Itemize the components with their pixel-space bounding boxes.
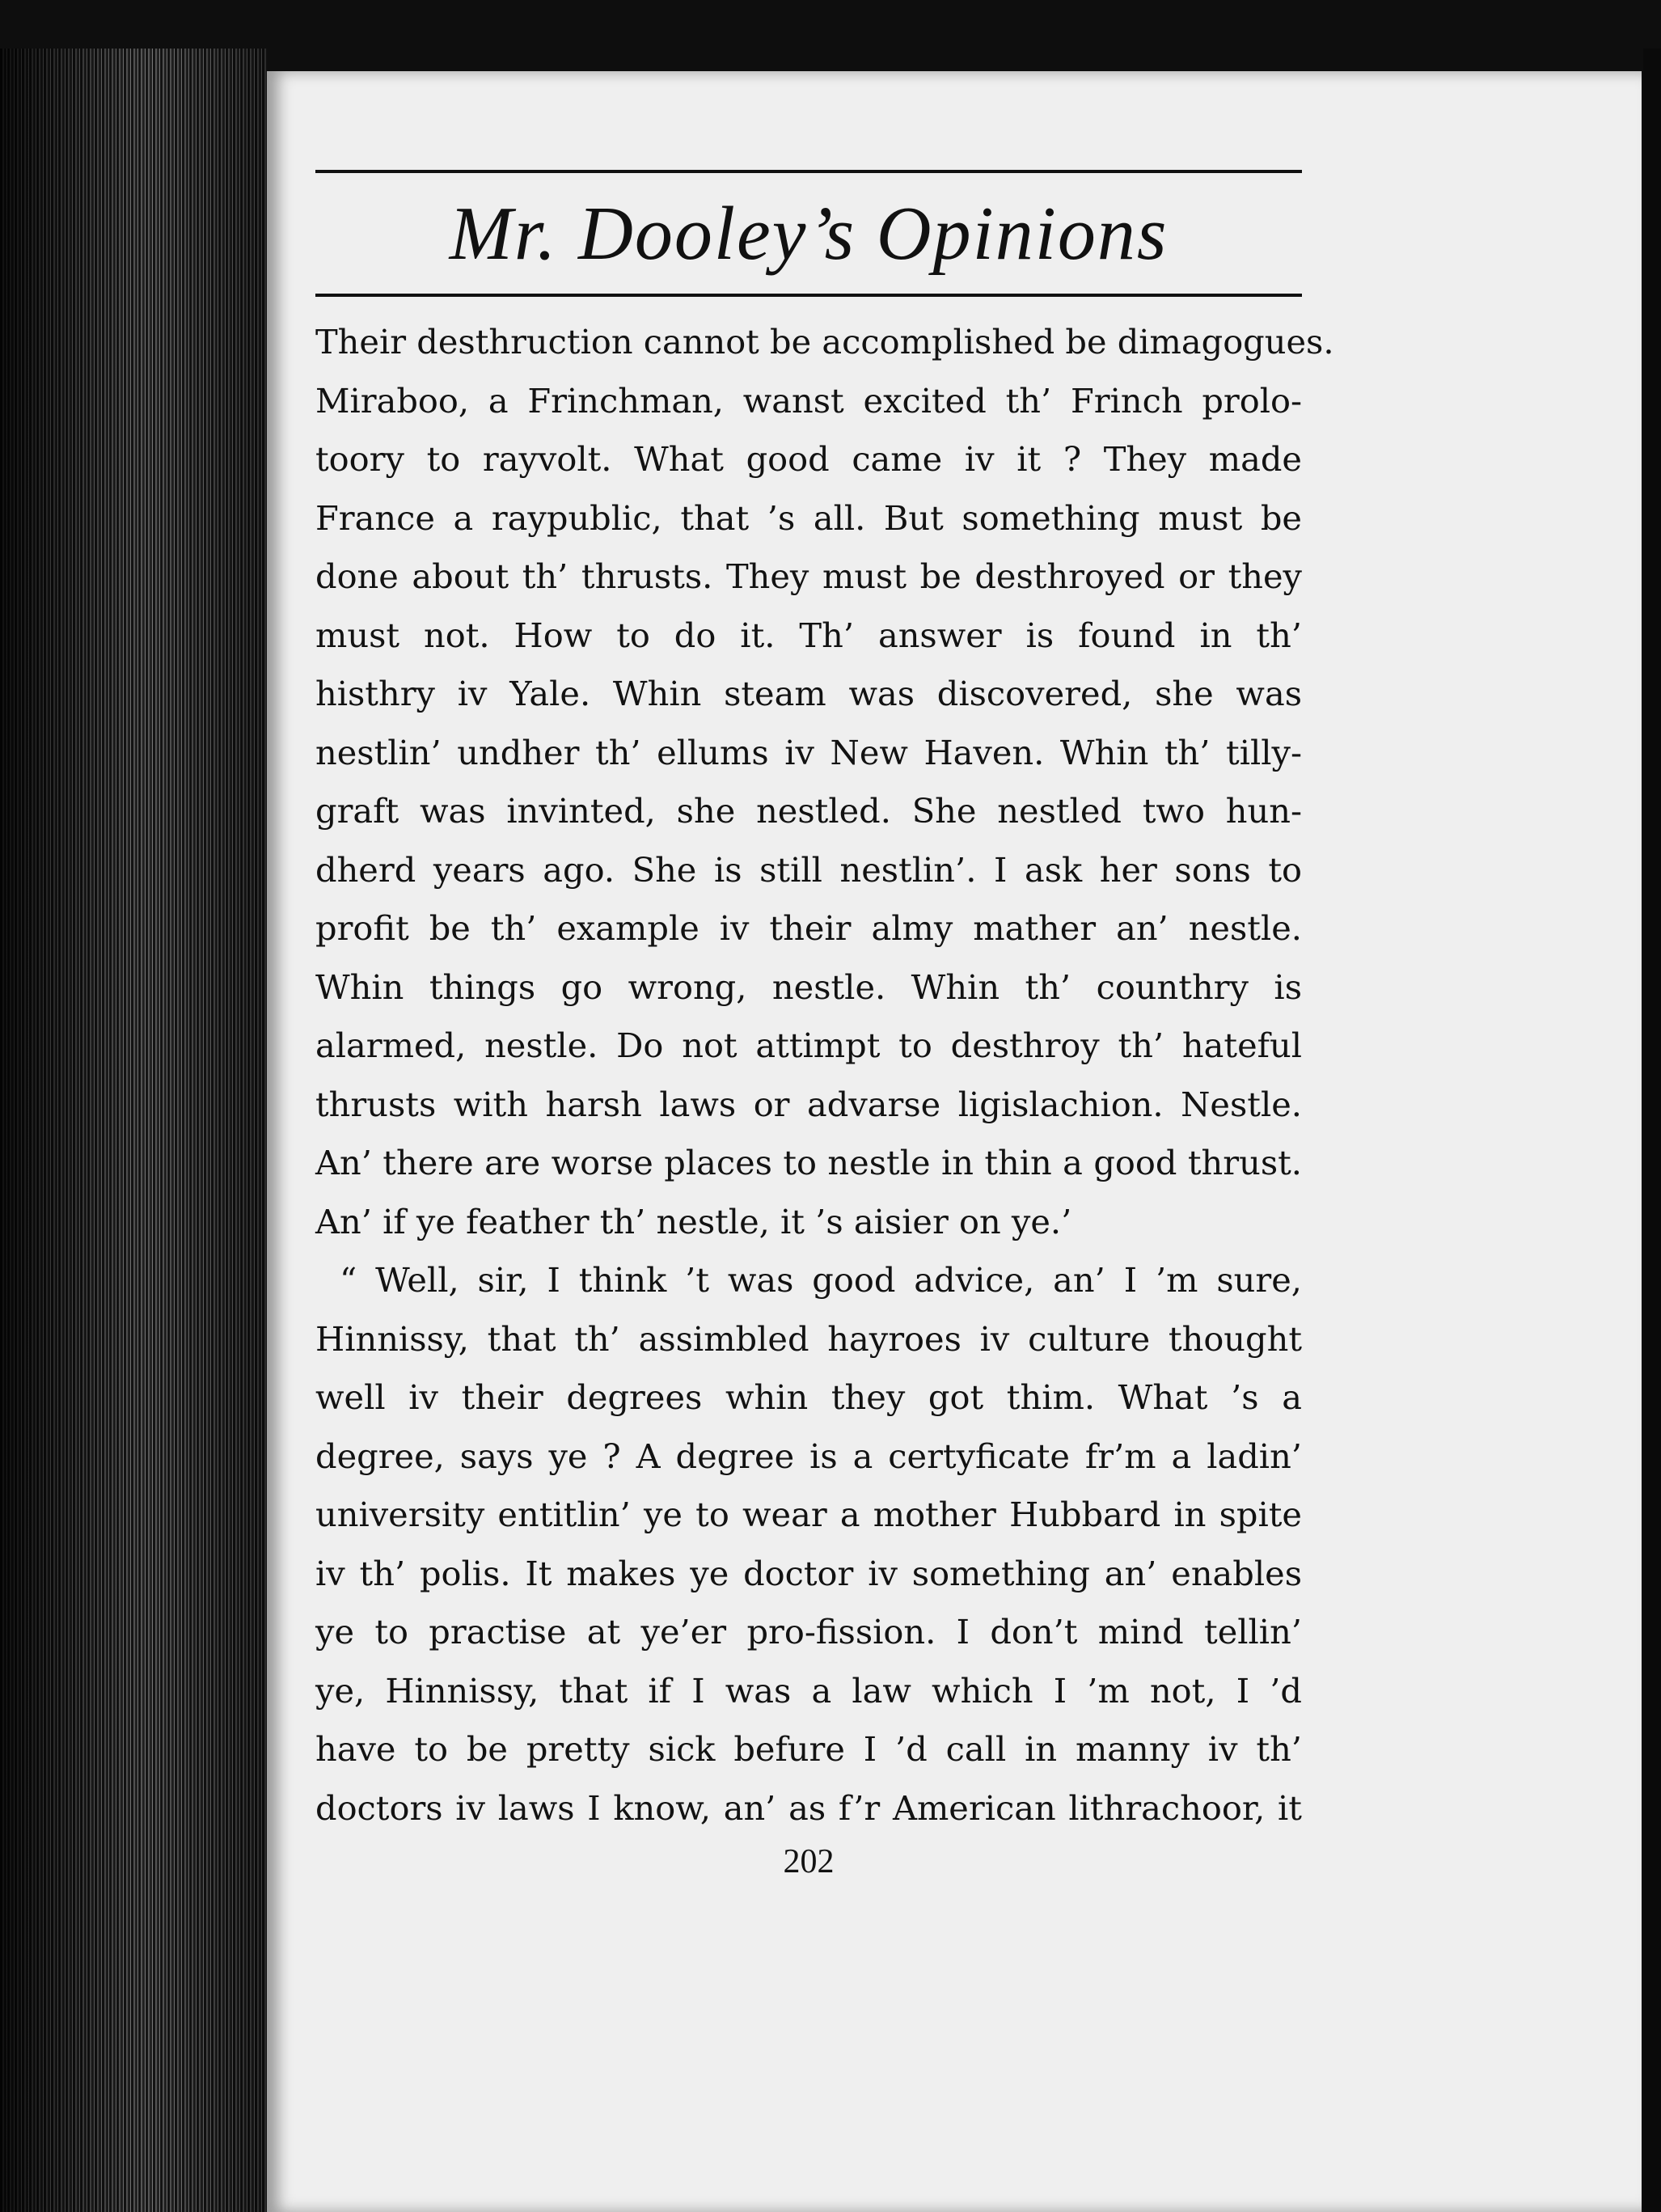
text-line: ye, Hinnissy, that if I was a law which I ’m not, I ’d	[315, 1670, 1302, 1711]
text-line: have to be pretty sick befure I ’d call in manny iv th’	[315, 1729, 1302, 1770]
text-line: must not. How to do it. Th’ answer is found in th’	[315, 615, 1302, 655]
text-line: Miraboo, a Frinchman, wanst excited th’ Frinch prolo-	[315, 380, 1302, 421]
header-top-rule	[315, 170, 1302, 173]
text-line: nestlin’ undher th’ ellums iv New Haven. Whin th’ tilly-	[315, 732, 1302, 772]
text-line: graft was invinted, she nestled. She nestled two hun-	[315, 791, 1302, 831]
text-line: Their desthruction cannot be accomplished be dimagogues.	[315, 322, 1334, 362]
text-line: thrusts with harsh laws or advarse ligislachion. Nestle.	[315, 1084, 1302, 1124]
body-text	[315, 313, 1334, 1838]
text-line: “ Well, sir, I think ’t was good advice, an’ I ’m sure,	[340, 1260, 1302, 1301]
text-line: done about th’ thrusts. They must be desthroyed or they	[315, 556, 1302, 597]
text-line: doctors iv laws I know, an’ as f’r American lithrachoor, it	[315, 1787, 1302, 1828]
text-line: iv th’ polis. It makes ye doctor iv something an’ enables	[315, 1553, 1302, 1593]
text-line: Hinnissy, that th’ assimbled hayroes iv culture thought	[315, 1318, 1302, 1359]
header-bottom-rule	[315, 294, 1302, 297]
text-line: An’ there are worse places to nestle in thin a good thrust.	[315, 1143, 1302, 1183]
text-line: ye to practise at ye’er pro-fission. I don’t mind tellin’	[315, 1612, 1302, 1652]
text-line: profit be th’ example iv their almy mather an’ nestle.	[315, 908, 1302, 949]
text-line: toory to rayvolt. What good came iv it ? They made	[315, 439, 1302, 480]
page-edges	[0, 49, 267, 2212]
text-line: France a raypublic, that ’s all. But something must be	[315, 497, 1302, 538]
text-line: Whin things go wrong, nestle. Whin th’ counthry is	[315, 966, 1302, 1007]
text-line: An’ if ye feather th’ nestle, it ’s aisier on ye.’	[315, 1201, 1072, 1241]
text-line: alarmed, nestle. Do not attimpt to desthroy th’ hateful	[315, 1026, 1302, 1066]
text-line: university entitlin’ ye to wear a mother Hubbard in spite	[315, 1495, 1302, 1535]
text-line: well iv their degrees whin they got thim. What ’s a	[315, 1377, 1302, 1418]
text-line: histhry iv Yale. Whin steam was discovered, she was	[315, 674, 1302, 714]
text-line: dherd years ago. She is still nestlin’. I ask her sons to	[315, 849, 1302, 890]
page-number: 202	[783, 1843, 835, 1881]
right-border	[1643, 49, 1661, 2212]
page-content	[315, 170, 1334, 1881]
running-head: Mr. Dooley’s Opinions	[449, 192, 1169, 276]
text-line: degree, says ye ? A degree is a certyficate fr’m a ladin’	[315, 1436, 1302, 1476]
